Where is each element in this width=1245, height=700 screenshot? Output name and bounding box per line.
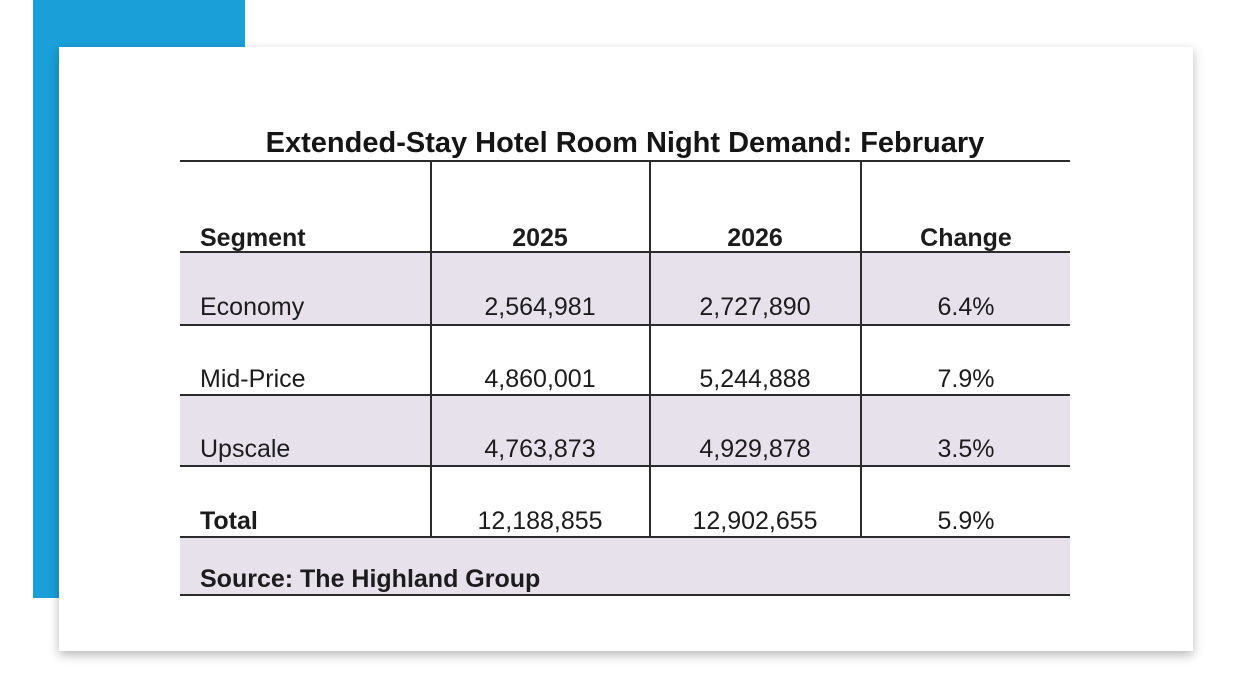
rule-top [180,160,1070,162]
table-title: Extended-Stay Hotel Room Night Demand: February [265,127,985,159]
row-upscale-2026: 4,929,878 [699,435,811,463]
row-upscale-change: 3.5% [937,435,995,463]
row-upscale-segment: Upscale [200,435,291,463]
row-midprice-2025: 4,860,001 [484,365,596,393]
row-economy-2026: 2,727,890 [699,293,811,321]
rule-total [180,536,1070,538]
rule-row-3 [180,465,1070,467]
row-midprice-2026: 5,244,888 [699,365,811,393]
row-midprice-change: 7.9% [937,365,995,393]
header-2026: 2026 [727,224,783,252]
row-economy-segment: Economy [200,293,305,321]
row-midprice-segment: Mid-Price [200,365,306,393]
row-economy-change: 6.4% [937,293,995,321]
row-upscale-2025: 4,763,873 [484,435,596,463]
row-total-2025: 12,188,855 [477,507,603,535]
column-divider-1 [430,160,432,538]
column-divider-2 [649,160,651,538]
row-total-2026: 12,902,655 [692,507,818,535]
header-change: Change [920,224,1012,252]
source-note: Source: The Highland Group [200,565,541,593]
row-economy-2025: 2,564,981 [484,293,596,321]
row-total-change: 5.9% [937,507,995,535]
header-2025: 2025 [512,224,568,252]
demand-table [180,160,1070,596]
row-total-segment: Total [200,507,258,535]
rule-row-2 [180,394,1070,396]
rule-bottom [180,594,1070,596]
header-segment: Segment [200,224,306,252]
rule-row-1 [180,324,1070,326]
column-divider-3 [860,160,862,538]
